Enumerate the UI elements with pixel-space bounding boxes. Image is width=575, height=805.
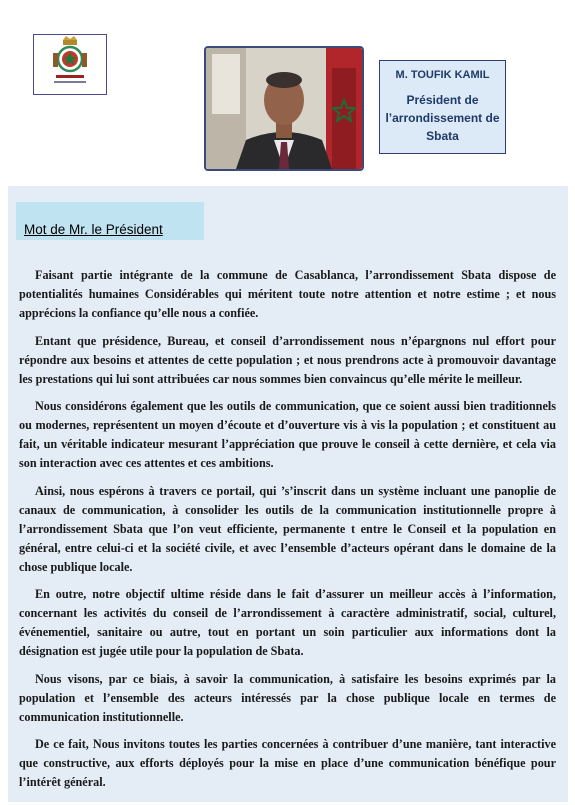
portrait-image	[206, 48, 362, 169]
paragraph: Faisant partie intégrante de la commune de Casablanca, l’arrondissement Sbata dispose de potentialités humaines Considérables qui méritent toute notre attention et notre estime ; et nous apprécions la confiance qu’elle nous a confiée.	[19, 268, 556, 320]
president-name-card	[379, 60, 506, 154]
message-body	[19, 266, 556, 801]
president-name: M. TOUFIK KAMIL	[395, 69, 490, 81]
paragraph: De ce fait, Nous invitons toutes les parties concernées à contribuer d’une manière, tant interactive que constructive, aux efforts déployés pour la mise en place d’une communication bénéfique pour l’intérêt général.	[19, 737, 556, 789]
president-title: Président de l’arrondissement de Sbata	[385, 93, 500, 143]
municipality-logo	[33, 34, 107, 95]
emblem-icon	[34, 35, 106, 94]
paragraph: Nous considérons également que les outils de communication, que ce soient aussi bien traditionnels ou modernes, représentent un moyen d’écoute et d’ouverture vis à vis la population ; et constituent au fait, un véritable indicateur mesurant l’appréciation que prouve le conseil à cette dernière, et cela via son interaction avec ces attentes et ces ambitions.	[19, 399, 556, 470]
section-heading: Mot de Mr. le Président	[24, 222, 163, 237]
president-photo	[204, 46, 364, 171]
paragraph: Entant que présidence, Bureau, et conseil d’arrondissement nous n’épargnons nul effort pour répondre aux besoins et attentes de cette population ; et nous prendrons acte à promouvoir davantage les prestations qui lui sont attribuées car nous sommes bien convaincus qu’elle mérite le meilleur.	[19, 333, 556, 386]
paragraph: En outre, notre objectif ultime réside dans le fait d’assurer un meilleur accès à l’information, concernant les activités du conseil de l’arrondissement à caractère administratif, social, culturel, événementiel, sanitaire ou autre, tout en portant un soin particulier aux informations dont la désignation est jugée utile pour la population de Sbata.	[19, 587, 556, 658]
paragraph: Nous visons, par ce biais, à savoir la communication, à satisfaire les besoins exprimés par la population et l’ensemble des acteurs intéressés par la chose publique locale en termes de communication institutionnelle.	[19, 671, 556, 724]
paragraph: Ainsi, nous espérons à travers ce portail, qui ’s’inscrit dans un système incluant une panoplie de canaux de communication, à consolider les outils de la communication institutionnelle propre à l’arrondissement Sbata que l’on veut efficiente, permanente t entre le Conseil et la population en général, entre celui-ci et la société civile, et avec l’ensemble d’acteurs opérant dans le domaine de la chose publique locale.	[19, 483, 556, 574]
message-panel	[8, 186, 568, 802]
section-heading-box	[16, 202, 204, 240]
